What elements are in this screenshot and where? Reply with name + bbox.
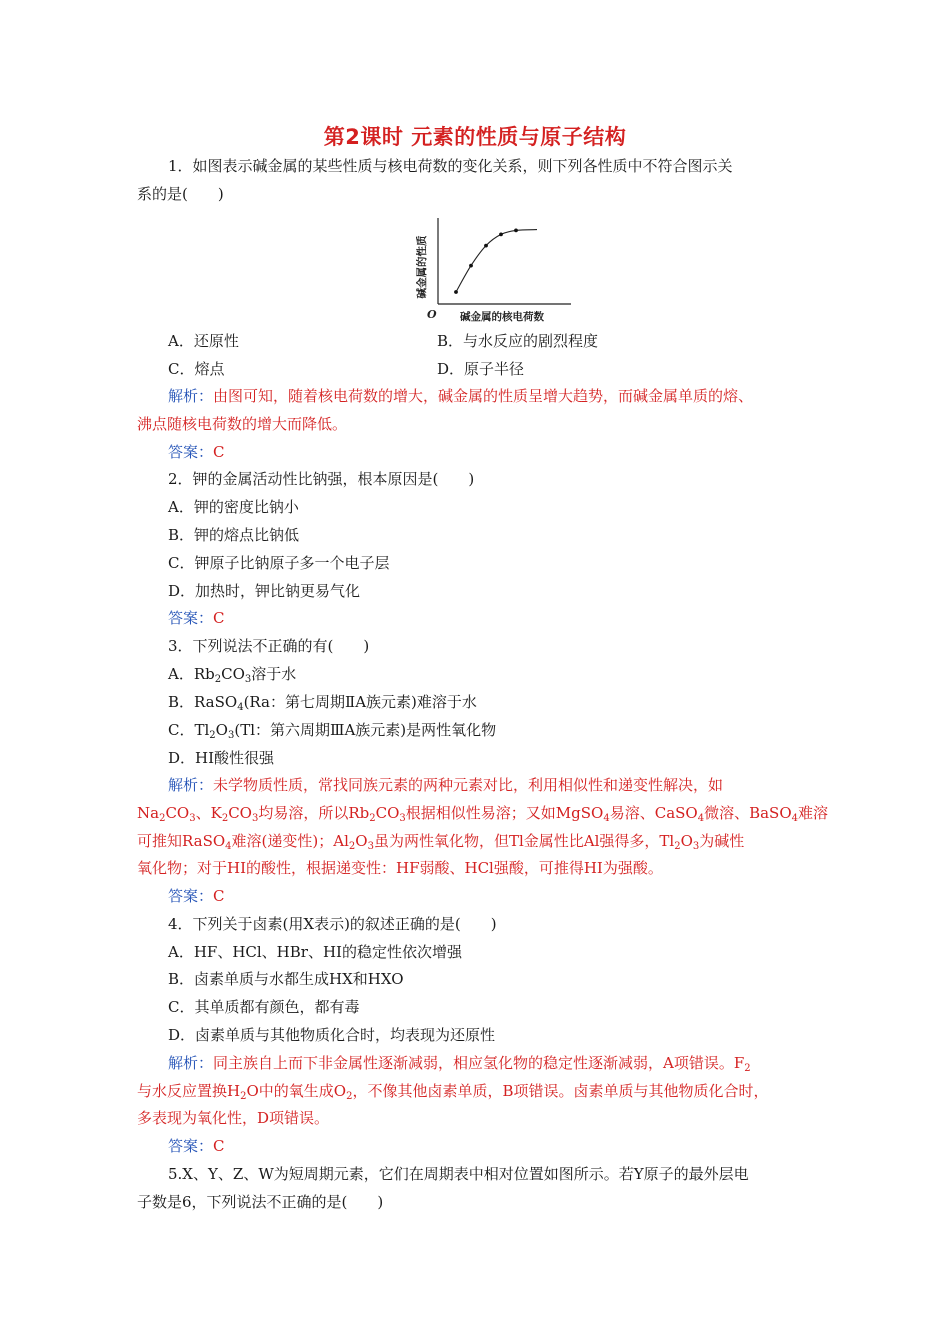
q1-explanation-line2: 沸点随核电荷数的增大而降低。 [137, 415, 348, 433]
q5-stem-line1: 5.X、Y、Z、W为短周期元素，它们在周期表中相对位置如图所示。若Y原子的最外层电 [168, 1165, 749, 1183]
q1-chart [416, 212, 576, 328]
q3-answer-value: C [213, 887, 225, 905]
q3-explanation-line2: $Na_2CO_3$、$K_2CO_3$均易溶，所以$Rb_2CO_3$根据相似性易溶；又如MgSO$_4$易溶、CaSO$_4$微溶、BaSO$_4$难溶 [137, 804, 829, 824]
q1-answer-label: 答案： [168, 443, 214, 461]
chart-ylabel: 碱金属的性质 [416, 235, 428, 299]
q2-answer [168, 608, 225, 628]
q3-option-a: A．$Rb_2CO_3$溶于水 [168, 665, 297, 685]
chart-xlabel: 碱金属的核电荷数 [460, 311, 544, 323]
chart-origin-label: O [427, 308, 437, 321]
q2-option-a: A．钾的密度比钠小 [168, 498, 299, 516]
q3-answer [168, 886, 225, 906]
q4-option-b: B．卤素单质与水都生成HX和HXO [168, 970, 404, 988]
q3-stem: 3．下列说法不正确的有( ) [168, 637, 370, 655]
chart-points [454, 229, 518, 294]
chart-point-3 [484, 244, 488, 248]
q1-explanation-text1: 由图可知，随着核电荷数的增大，碱金属的性质呈增大趋势，而碱金属单质的熔、 [213, 387, 754, 405]
q3-answer-label: 答案： [168, 887, 214, 905]
chart-point-5 [514, 229, 518, 233]
q4-explanation-label: 解析： [168, 1054, 214, 1072]
q1-answer-value: C [213, 443, 225, 461]
q1-answer [168, 442, 225, 462]
q1-option-a: A．还原性 [168, 332, 239, 350]
q4-option-c: C．其单质都有颜色，都有毒 [168, 998, 360, 1016]
q4-answer-label: 答案： [168, 1137, 214, 1155]
q3-option-b: B．RaSO$_4$(Ra：第七周期ⅡA族元素)难溶于水 [168, 693, 477, 713]
q3-explanation-label: 解析： [168, 776, 214, 794]
q4-option-a: A．HF、HCl、HBr、HI的稳定性依次增强 [168, 943, 462, 961]
q4-stem: 4．下列关于卤素(用X表示)的叙述正确的是( ) [168, 915, 497, 933]
q2-option-b: B．钾的熔点比钠低 [168, 526, 300, 544]
q4-answer-value: C [213, 1137, 225, 1155]
q2-answer-label: 答案： [168, 609, 214, 627]
chart-point-4 [499, 233, 503, 237]
q2-option-c: C．钾原子比钠原子多一个电子层 [168, 554, 390, 572]
q1-option-c: C．熔点 [168, 360, 225, 378]
q1-explanation-line1 [168, 386, 753, 406]
q4-option-d: D．卤素单质与其他物质化合时，均表现为还原性 [168, 1026, 496, 1044]
q2-answer-value: C [213, 609, 225, 627]
q3-explanation-line1: 解析：未学物质性质，常找同族元素的两种元素对比，利用相似性和递变性解决，如 [168, 776, 724, 794]
q3-explanation-line3: 可推知RaSO$_4$难溶(递变性)；$Al_2O_3$虽为两性氧化物，但Tl金属性比Al强得多，$Tl_2O_3$为碱性 [137, 832, 745, 852]
q3-option-d: D．HI酸性很强 [168, 749, 275, 767]
q1-option-b: B．与水反应的剧烈程度 [437, 332, 599, 350]
q4-explanation-line2: 与水反应置换$H_2O$中的氧生成$O_2$，不像其他卤素单质，B项错误。卤素单质与其他物质化合时， [137, 1082, 769, 1102]
q5-stem-line2: 子数是6，下列说法不正确的是( ) [137, 1193, 384, 1211]
q1-option-d: D．原子半径 [437, 360, 525, 378]
chart-point-2 [469, 264, 473, 268]
q4-answer [168, 1136, 225, 1156]
page-title: 第2课时 元素的性质与原子结构 [323, 125, 627, 149]
q3-explanation-line4: 氧化物；对于HI的酸性，根据递变性：HF弱酸、HCl强酸，可推得HI为强酸。 [137, 859, 663, 877]
chart-point-1 [454, 290, 458, 294]
q1-chart-svg [416, 212, 576, 328]
q1-explanation-label: 解析： [168, 387, 214, 405]
q4-explanation-line3: 多表现为氧化性，D项错误。 [137, 1109, 330, 1127]
q3-option-c: C．$Tl_2O_3(Tl$：第六周期ⅢA族元素)是两性氧化物 [168, 721, 497, 741]
q2-stem: 2．钾的金属活动性比钠强，根本原因是( ) [168, 470, 475, 488]
chart-curve [456, 230, 537, 292]
q2-option-d: D．加热时，钾比钠更易气化 [168, 582, 361, 600]
q4-explanation-line1: 解析：同主族自上而下非金属性逐渐减弱，相应氢化物的稳定性逐渐减弱，A项错误。$F_2$ [168, 1054, 751, 1074]
q1-stem-line1: 1．如图表示碱金属的某些性质与核电荷数的变化关系，则下列各性质中不符合图示关 [168, 157, 733, 175]
q1-stem-line2: 系的是( ) [137, 185, 224, 203]
